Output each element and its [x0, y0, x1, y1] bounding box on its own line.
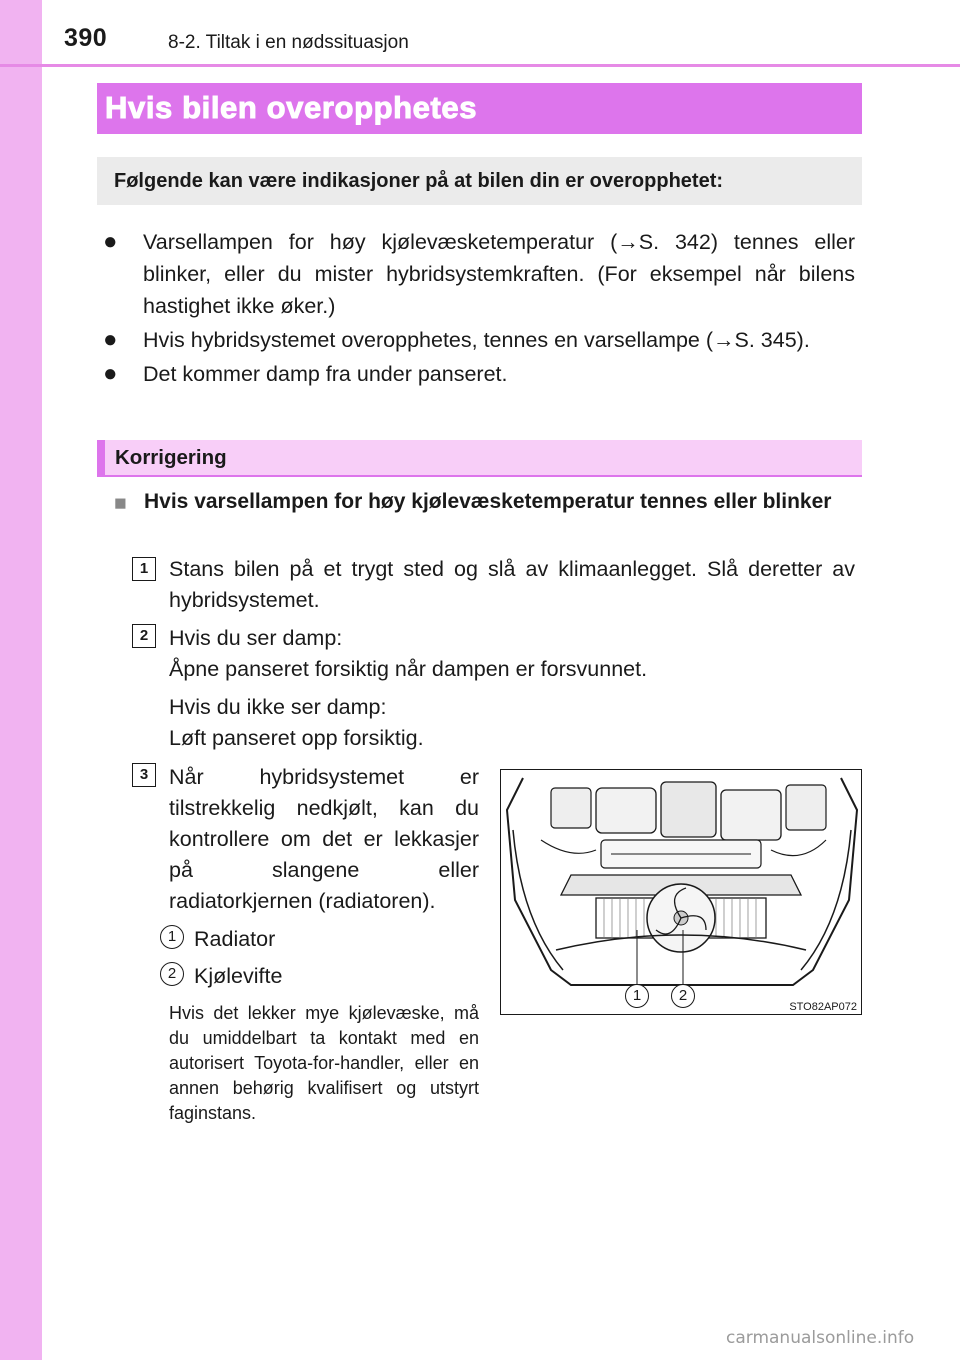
engine-bay-illustration	[501, 770, 862, 1015]
intro-box: Følgende kan være indikasjoner på at bilen din er overopphetet:	[97, 157, 862, 205]
step-line: Åpne panseret forsiktig når dampen er forsvunnet.	[169, 657, 648, 681]
legend-number-1: 1	[160, 925, 184, 949]
step-line: Hvis du ikke ser damp:	[169, 695, 387, 719]
legend-number-2: 2	[160, 962, 184, 986]
side-strip	[0, 0, 42, 1360]
indication-text: Hvis hybridsystemet overopphetes, tennes en varsellampe (→S. 345).	[143, 328, 810, 352]
page-number: 390	[64, 24, 108, 52]
correction-heading: Korrigering	[97, 440, 862, 477]
engine-bay-figure	[500, 769, 862, 1015]
indication-text: Det kommer damp fra under panseret.	[143, 362, 508, 386]
header-rule	[0, 64, 960, 67]
step-number-3: 3	[132, 763, 156, 787]
step-line: Hvis du ser damp:	[169, 626, 343, 650]
figure-callout-2: 2	[671, 984, 695, 1008]
list-item	[103, 324, 855, 356]
indications-list	[103, 226, 855, 392]
list-item	[103, 226, 855, 322]
legend-label-fan: Kjølevifte	[194, 964, 283, 988]
step-line: Løft panseret opp forsiktig.	[169, 726, 424, 750]
bullet-icon: ●	[103, 360, 118, 387]
step-2-text	[169, 623, 855, 754]
figure-code: STO82AP072	[789, 1001, 857, 1013]
title-banner	[97, 83, 862, 134]
indication-text: Varsellampen for høy kjølevæsketemperatur (→S. 342) tennes eller blinker, eller du mister hybridsystemkraften. (For eksempel når bilens hastighet ikke øker.)	[143, 230, 855, 318]
step-1-text	[169, 554, 855, 616]
step-text: Når hybridsystemet er tilstrekkelig nedkjølt, kan du kontrollere om det er lekkasjer på slangene eller radiatorkjernen (radiatoren).	[169, 765, 479, 913]
leak-note	[169, 1001, 479, 1126]
legend-label-radiator: Radiator	[194, 927, 276, 951]
bullet-icon: ●	[103, 326, 118, 353]
figure-callout-1: 1	[625, 984, 649, 1008]
step-number-1: 1	[132, 557, 156, 581]
note-text: Hvis det lekker mye kjølevæske, må du umiddelbart ta kontakt med en autorisert Toyota-for-handler, eller en annen behørig kvalifisert og utstyrt faginstans.	[169, 1003, 479, 1123]
step-text: Stans bilen på et trygt sted og slå av klimaanlegget. Slå deretter av hybridsystemet.	[169, 557, 855, 612]
subsection-title: Hvis varsellampen for høy kjølevæsketemperatur tennes eller blinker	[144, 490, 832, 513]
watermark: carmanualsonline.info	[726, 1328, 915, 1348]
square-bullet-icon: ■	[114, 492, 127, 515]
bullet-icon: ●	[103, 228, 118, 255]
section-path: 8-2. Tiltak i en nødssituasjon	[168, 32, 409, 53]
step-3-text	[169, 762, 479, 917]
list-item	[103, 358, 855, 390]
step-number-2: 2	[132, 624, 156, 648]
page-title: Hvis bilen overopphetes	[105, 90, 478, 125]
subsection-heading	[114, 486, 856, 517]
